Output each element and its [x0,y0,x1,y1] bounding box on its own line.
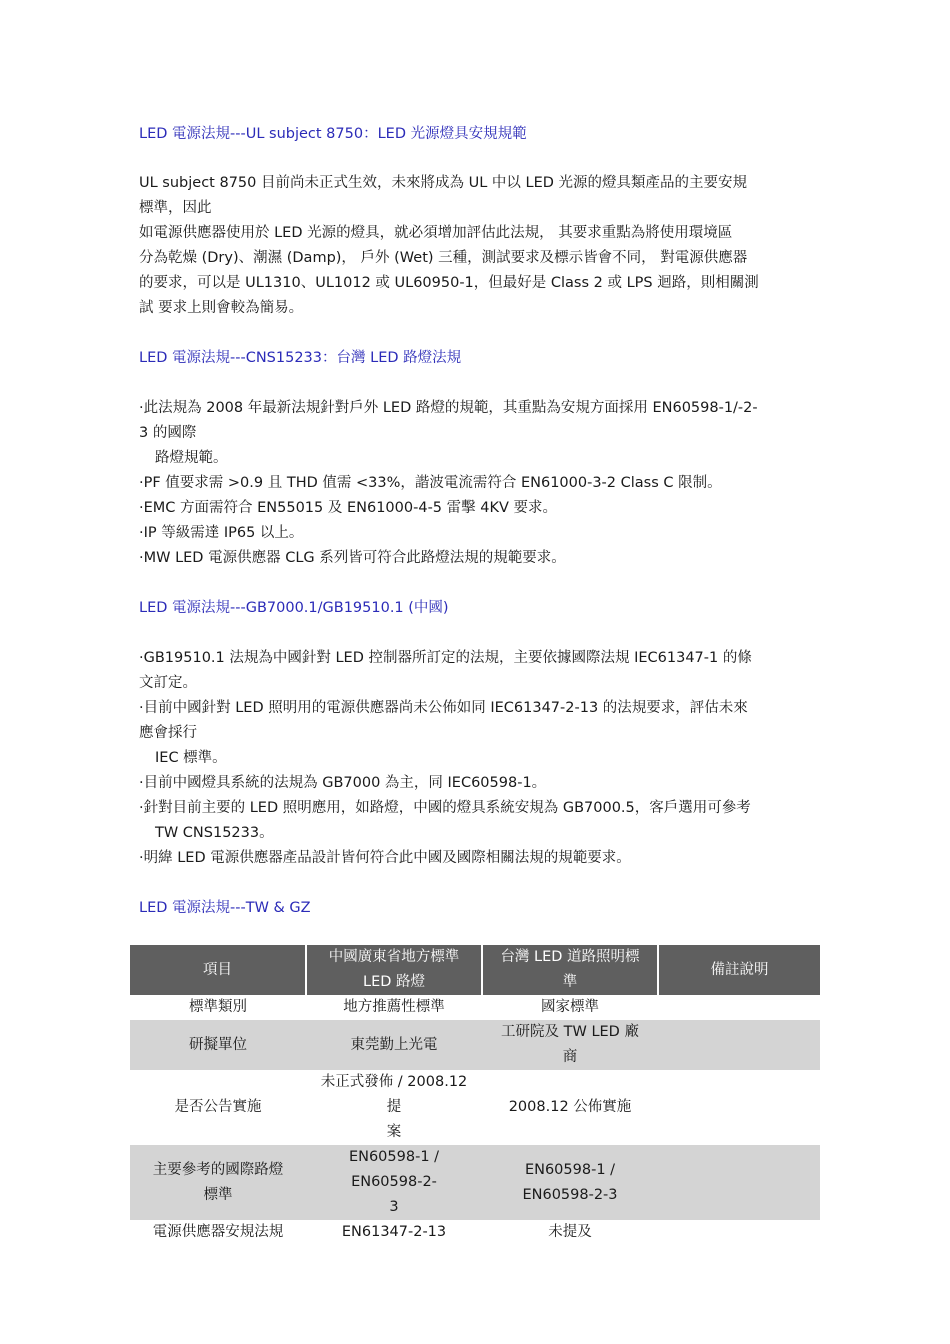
bullet-line: ·目前中國針對 LED 照明用的電源供應器尚未公佈如同 IEC61347-2-13 的法規要求，評估未來 [139,700,748,716]
table-cell: 是否公告實施 [174,1099,262,1115]
table-cell: 主要參考的國際路燈 標準 [130,1145,306,1220]
bullet-line: ·MW LED 電源供應器 CLG 系列皆可符合此路燈法規的規範要求。 [139,550,566,566]
comparison-table [130,945,820,1245]
table-cell: 2008.12 公佈實施 [508,1099,632,1115]
table-cell [658,1020,820,1070]
bullet-line: 應會採行 [139,725,197,741]
bullet-line: IEC 標準。 [155,750,227,766]
bullet-line: TW CNS15233。 [155,825,274,841]
table-row [130,1145,820,1220]
table-cell: 國家標準 [541,999,599,1015]
section-heading-tw-gz: LED 電源法規---TW & GZ [139,900,311,916]
table-cell [658,1070,820,1145]
bullet-line: ·目前中國燈具系統的法規為 GB7000 為主，同 IEC60598-1。 [139,775,547,791]
header-cell-taiwan: 台灣 LED 道路照明標 準 [482,945,658,995]
header-cell-remarks: 備註說明 [658,945,820,995]
paragraph-line: 分為乾燥 (Dry)、潮濕 (Damp)， 戶外 (Wet) 三種，測試要求及標示皆會不同， 對電源供應器 [139,250,748,266]
table-header-row [130,945,820,995]
table-cell: 未提及 [548,1224,592,1240]
table-cell: 標準類別 [189,999,247,1015]
document-content [139,122,811,921]
table-cell: EN61347-2-13 [341,1224,447,1240]
table-cell: 未正式發佈 / 2008.12 提 案 [320,1074,468,1140]
bullet-line: ·PF 值要求需 >0.9 且 THD 值需 <33%，諧波電流需符合 EN61000-3-2 Class C 限制。 [139,475,722,491]
table-cell [658,995,820,1020]
section-heading-ul8750: LED 電源法規---UL subject 8750：LED 光源燈具安規規範 [139,126,527,142]
table-cell [658,1145,820,1220]
bullet-line: ·EMC 方面需符合 EN55015 及 EN61000-4-5 雷擊 4KV 要求。 [139,500,558,516]
table-row [130,1070,820,1145]
paragraph-line: UL subject 8750 目前尚未正式生效，未來將成為 UL 中以 LED 光源的燈具類產品的主要安規 [139,175,748,191]
table-row [130,1020,820,1070]
table-cell: 東莞勤上光電 [306,1020,482,1070]
table-cell: EN60598-1 / EN60598-2- 3 [306,1145,482,1220]
table-row [130,995,820,1020]
table-cell [658,1220,820,1245]
table-cell: 研擬單位 [130,1020,306,1070]
header-cell-item: 項目 [130,945,306,995]
paragraph-line: 的要求，可以是 UL1310、UL1012 或 UL60950-1，但最好是 Class 2 或 LPS 迴路，則相關測 [139,275,759,291]
bullet-line: 路燈規範。 [155,450,228,466]
bullet-line: 文訂定。 [139,675,197,691]
table-cell: 工研院及 TW LED 廠 商 [482,1020,658,1070]
bullet-line: ·GB19510.1 法規為中國針對 LED 控制器所訂定的法規，主要依據國際法規 IEC61347-1 的條 [139,650,752,666]
header-cell-guangdong: 中國廣東省地方標準 LED 路燈 [306,945,482,995]
table-cell: 電源供應器安規法規 [152,1224,284,1240]
paragraph-line: 試 要求上則會較為簡易。 [139,300,304,316]
table-cell: EN60598-1 / EN60598-2-3 [482,1145,658,1220]
section-heading-cns15233: LED 電源法規---CNS15233：台灣 LED 路燈法規 [139,350,462,366]
bullet-line: ·針對目前主要的 LED 照明應用，如路燈，中國的燈具系統安規為 GB7000.5，客戶選用可參考 [139,800,751,816]
table-row [130,1220,820,1245]
section-heading-gb7000: LED 電源法規---GB7000.1/GB19510.1 (中國) [139,600,449,616]
table-cell: 地方推薦性標準 [343,999,445,1015]
paragraph-line: 標準，因此 [139,200,212,216]
bullet-line: ·此法規為 2008 年最新法規針對戶外 LED 路燈的規範，其重點為安規方面採用 EN60598-1/-2- [139,400,758,416]
paragraph-line: 如電源供應器使用於 LED 光源的燈具，就必須增加評估此法規， 其要求重點為將使用環境區 [139,225,733,241]
bullet-line: ·IP 等級需達 IP65 以上。 [139,525,304,541]
bullet-line: ·明緯 LED 電源供應器產品設計皆何符合此中國及國際相關法規的規範要求。 [139,850,631,866]
bullet-line: 3 的國際 [139,425,197,441]
